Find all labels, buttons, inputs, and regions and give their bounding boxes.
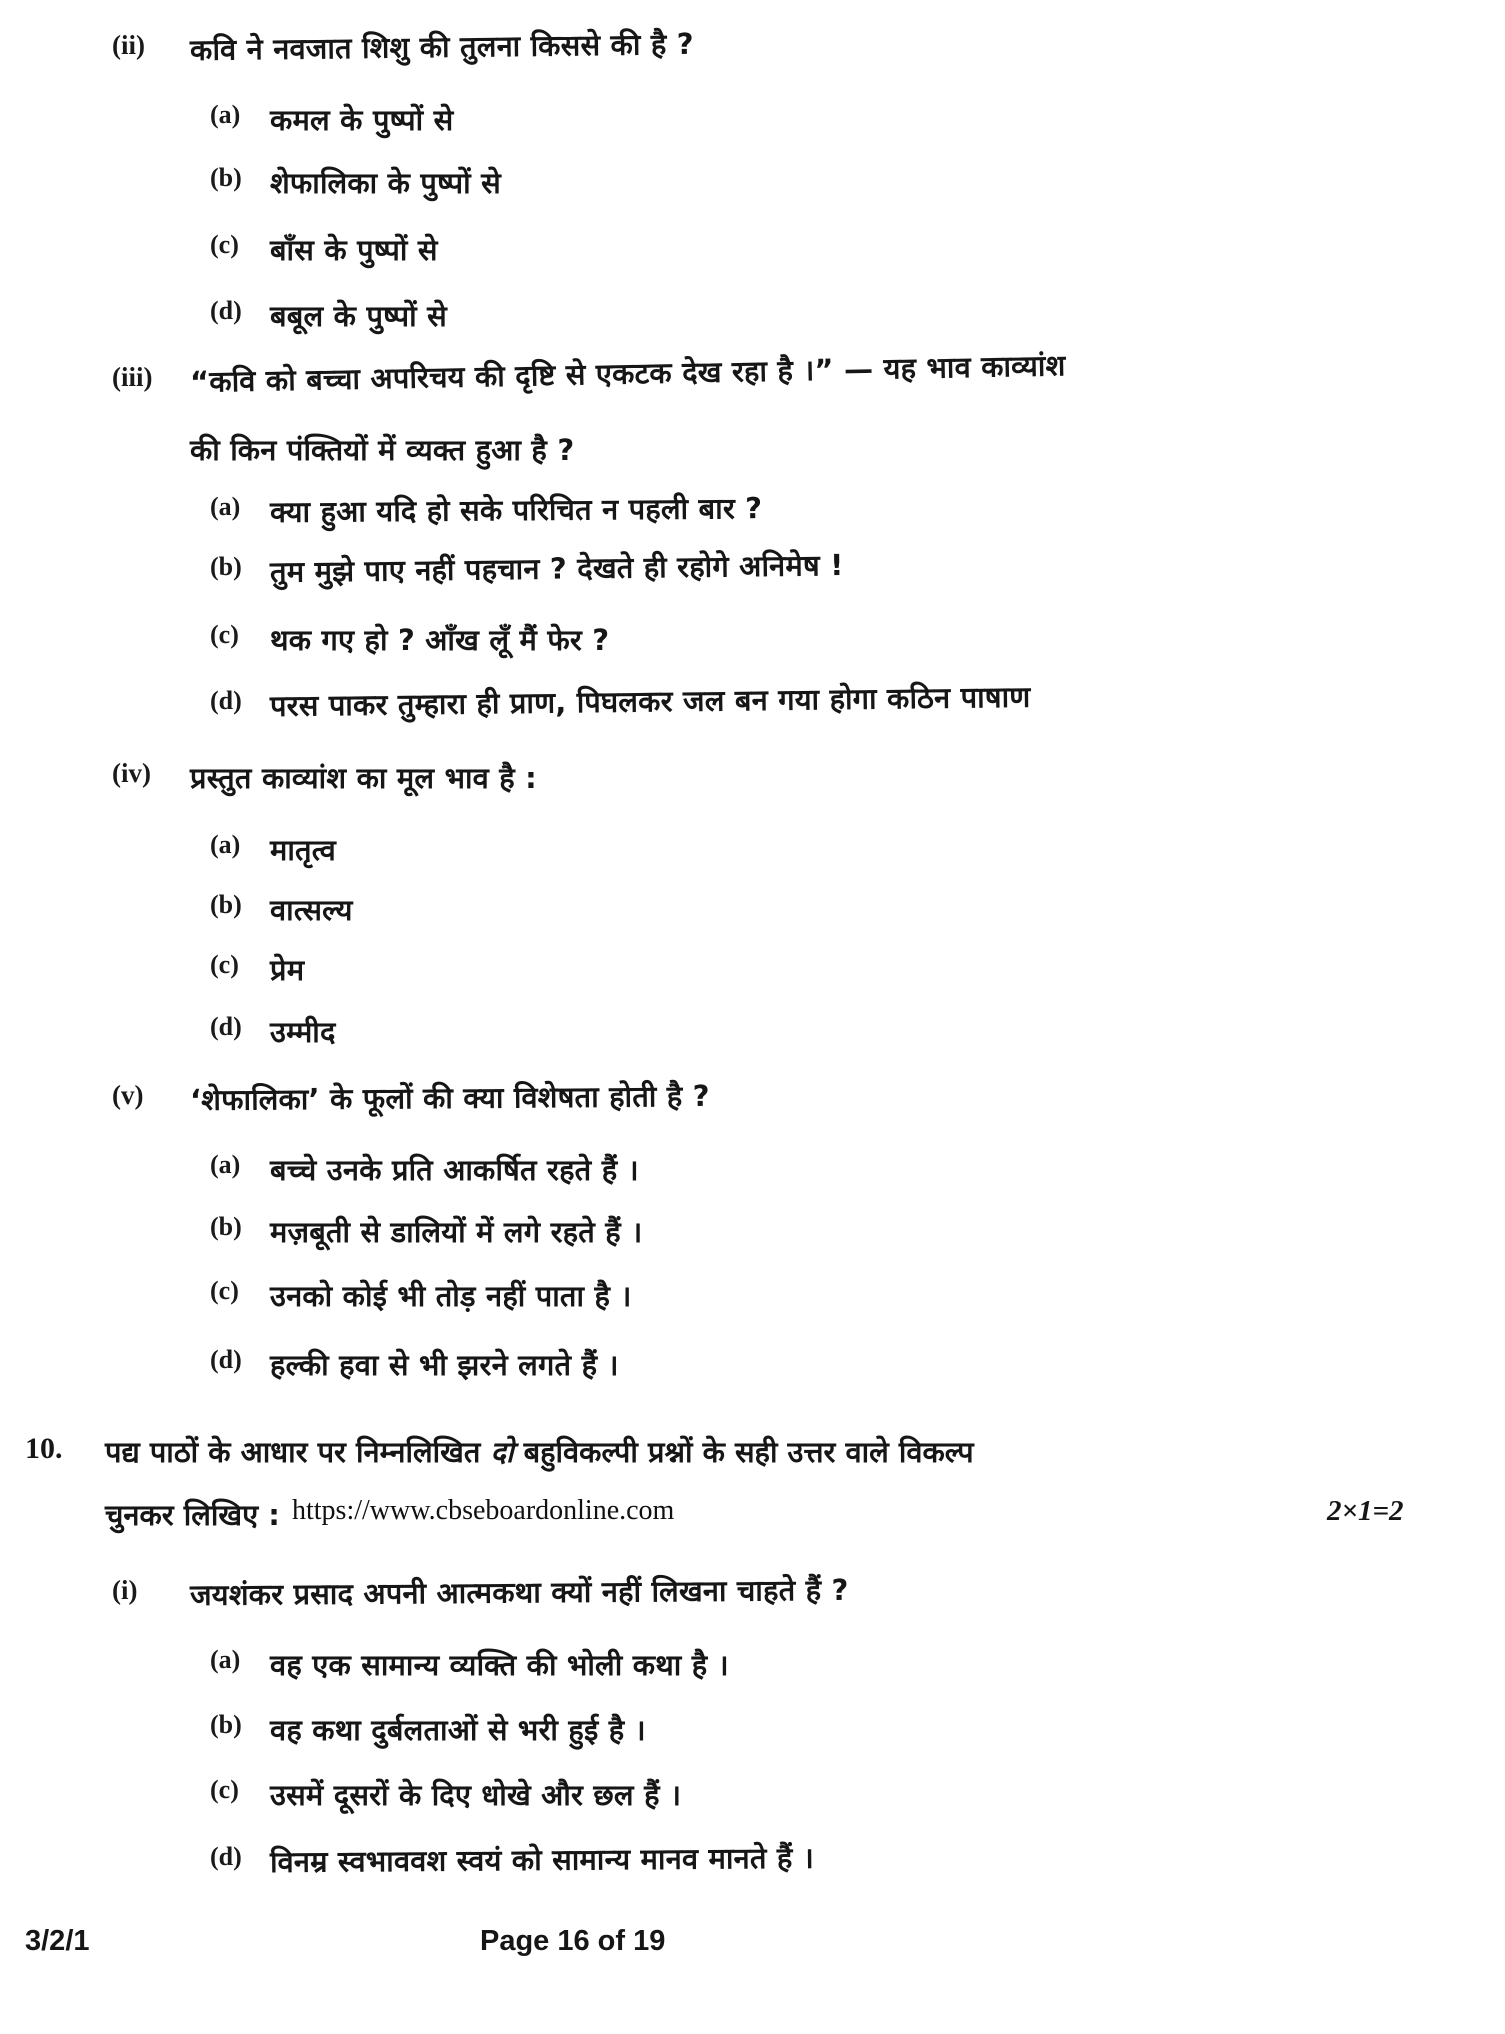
option-text: वात्सल्य (270, 893, 353, 927)
option-text: थक गए हो ? आँख लूँ मैं फेर ? (270, 623, 610, 657)
question-iv-stem: प्रस्तुत काव्यांश का मूल भाव है : (190, 761, 537, 795)
question-ii-number: (ii) (112, 30, 145, 60)
option-letter: (d) (210, 296, 242, 325)
option-text: क्या हुआ यदि हो सके परिचित न पहली बार ? (269, 491, 763, 529)
question-10i-stem: जयशंकर प्रसाद अपनी आत्मकथा क्यों नहीं लिखना चाहते हैं ? (189, 1572, 849, 1612)
option-letter: (c) (210, 1276, 239, 1305)
question-10-stem (105, 1432, 974, 1471)
option-text: प्रेम (270, 953, 305, 987)
option-letter: (c) (210, 950, 239, 979)
question-v-number: (v) (112, 1080, 144, 1110)
page-number-label: Page 16 of 19 (480, 1925, 666, 1957)
option-letter: (d) (210, 1012, 242, 1041)
question-iii-stem-line1: “कवि को बच्चा अपरिचय की दृष्टि से एकटक देख रहा है ।” — यह भाव काव्यांश (189, 348, 1066, 399)
question-ii-stem: कवि ने नवजात शिशु की तुलना किससे की है ? (189, 26, 694, 67)
option-letter: (b) (210, 890, 242, 919)
option-text: हल्की हवा से भी झरने लगते हैं । (270, 1348, 619, 1382)
option-text: कमल के पुष्पों से (270, 103, 454, 137)
stem-after: बहुविकल्पी प्रश्नों के सही उत्तर वाले विकल्प (523, 1435, 974, 1469)
option-text: बबूल के पुष्पों से (270, 299, 447, 333)
option-text: तुम मुझे पाए नहीं पहचान ? देखते ही रहोगे अनिमेष ! (269, 547, 844, 589)
option-text: उसमें दूसरों के दिए धोखे और छल हैं । (270, 1778, 682, 1812)
question-v-stem: ‘शेफालिका’ के फूलों की क्या विशेषता होती है ? (189, 1078, 710, 1117)
option-letter: (d) (210, 686, 242, 715)
option-letter: (b) (210, 1710, 242, 1739)
option-letter: (d) (210, 1345, 242, 1374)
option-letter: (a) (210, 492, 241, 521)
option-letter: (a) (210, 1150, 241, 1179)
question-10i-number: (i) (112, 1575, 138, 1605)
question-iii-stem-line2: की किन पंक्तियों में व्यक्त हुआ है ? (190, 433, 575, 467)
paper-code: 3/2/1 (25, 1925, 90, 1957)
stem-emphasis: दो (490, 1435, 514, 1469)
question-iv-number: (iv) (112, 758, 151, 788)
watermark-url: https://www.cbseboardonline.com (292, 1495, 675, 1526)
option-letter: (b) (210, 1212, 242, 1241)
option-letter: (d) (210, 1842, 242, 1871)
option-letter: (b) (210, 163, 242, 192)
option-text: मातृत्व (270, 833, 336, 867)
option-text: शेफालिका के पुष्पों से (270, 166, 501, 200)
option-text: वह कथा दुर्बलताओं से भरी हुई है । (270, 1713, 646, 1747)
option-text: मज़बूती से डालियों में लगे रहते हैं । (270, 1215, 643, 1249)
stem-before: पद्य पाठों के आधार पर निम्नलिखित (105, 1435, 481, 1469)
option-letter: (a) (210, 1645, 241, 1674)
option-letter: (c) (210, 230, 239, 259)
option-text: उनको कोई भी तोड़ नहीं पाता है । (270, 1279, 632, 1313)
question-iii-number: (iii) (112, 362, 153, 392)
option-text: बाँस के पुष्पों से (270, 233, 438, 267)
option-text: विनम्र स्वभाववश स्वयं को सामान्य मानव मानते हैं । (269, 1840, 815, 1879)
marks-label: 2×1=2 (1327, 1495, 1404, 1527)
option-letter: (b) (210, 552, 242, 581)
option-letter: (a) (210, 100, 241, 129)
question-10-number: 10. (25, 1432, 63, 1465)
option-text: परस पाकर तुम्हारा ही प्राण, पिघलकर जल बन गया होगा कठिन पाषाण (269, 679, 1031, 723)
question-10-stem-line2: चुनकर लिखिए : (105, 1498, 280, 1532)
option-text: बच्चे उनके प्रति आकर्षित रहते हैं । (270, 1153, 639, 1187)
option-text: वह एक सामान्य व्यक्ति की भोली कथा है । (270, 1648, 729, 1682)
option-letter: (a) (210, 830, 241, 859)
option-text: उम्मीद (270, 1015, 336, 1049)
option-letter: (c) (210, 1775, 239, 1804)
option-letter: (c) (210, 620, 239, 649)
